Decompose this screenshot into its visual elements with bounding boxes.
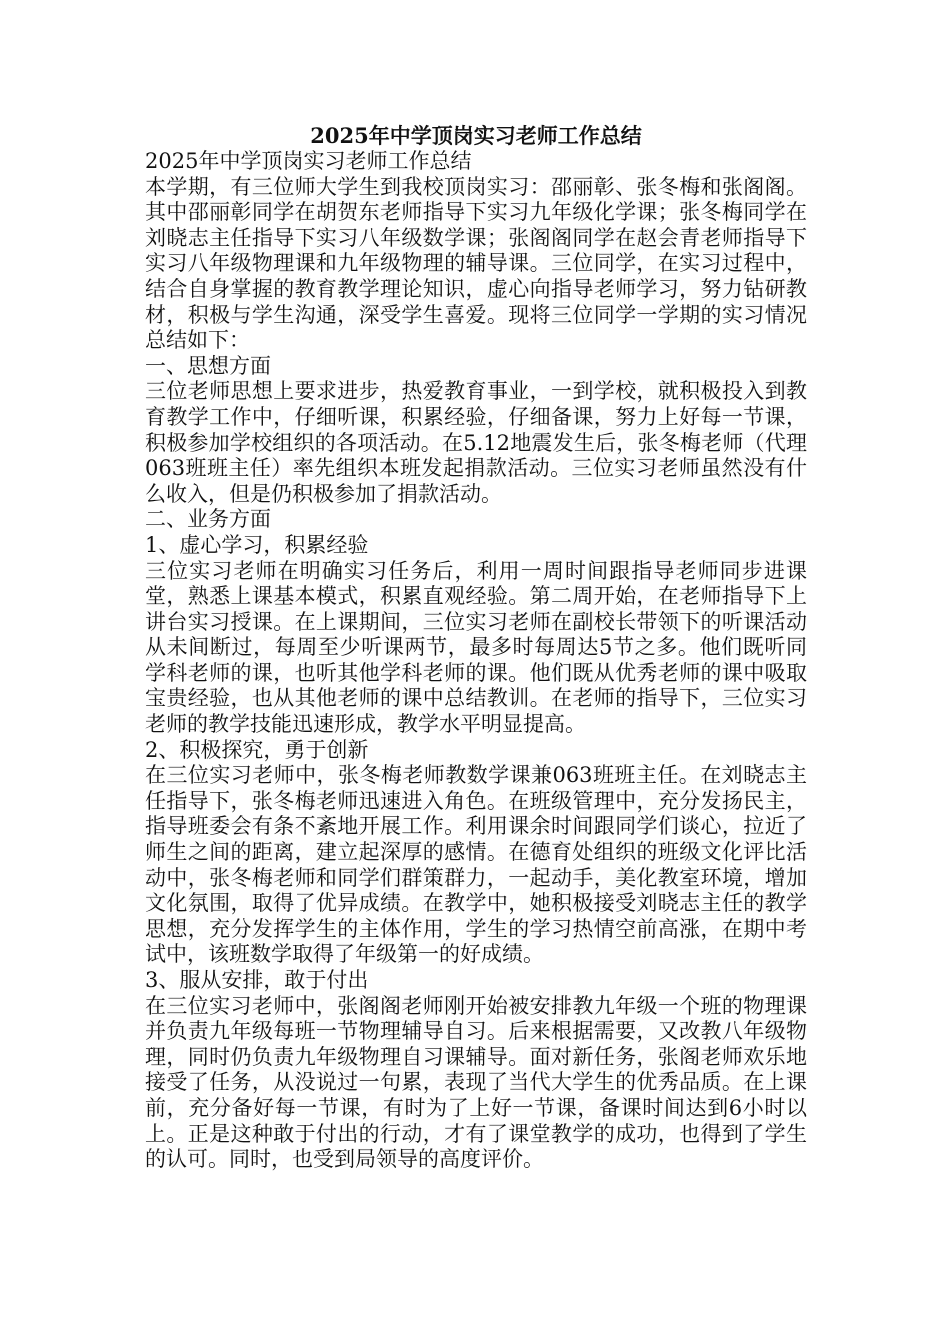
document-subtitle: 2025年中学顶岗实习老师工作总结 (145, 149, 472, 173)
paragraph-intro: 本学期，有三位师大学生到我校顶岗实习：邵丽彰、张冬梅和张阁阁。其中邵丽彰同学在胡贺东老师指导下实习九年级化学课；张冬梅同学在刘晓志主任指导下实习八年级数学课；张阁阁同学在赵会青老师指导下实习八年级物理课和九年级物理的辅导课。三位同学，在实习过程中，结合自身掌握的教育教学理论知识，虚心向指导老师学习，努力钻研教材，积极与学生沟通，深受学生喜爱。现将三位同学一学期的实习情况总结如下： (145, 174, 807, 353)
subsection-heading-1: 1、虚心学习，积累经验 (145, 532, 369, 557)
paragraph-subsection-2: 在三位实习老师中，张冬梅老师教数学课兼063班班主任。在刘晓志主任指导下，张冬梅老师迅速进入角色。在班级管理中，充分发扬民主，指导班委会有条不紊地开展工作。利用课余时间跟同学们谈心，拉近了师生之间的距离，建立起深厚的感情。在德育处组织的班级文化评比活动中，张冬梅老师和同学们群策群力，一起动手，美化教室环境，增加文化氛围，取得了优异成绩。在教学中，她积极接受刘晓志主任的教学思想，充分发挥学生的主体作用，学生的学习热情空前高涨，在期中考试中，该班数学取得了年级第一的好成绩。 (145, 763, 807, 967)
section-heading-business: 二、业务方面 (145, 507, 271, 532)
paragraph-subsection-1: 三位实习老师在明确实习任务后，利用一周时间跟指导老师同步进课堂，熟悉上课基本模式，积累直观经验。第二周开始，在老师指导下上讲台实习授课。在上课期间，三位实习老师在副校长带领下的听课活动从未间断过，每周至少听课两节，最多时每周达5节之多。他们既听同学科老师的课，也听其他学科老师的课。他们既从优秀老师的课中吸取宝贵经验，也从其他老师的课中总结教训。在老师的指导下，三位实习老师的教学技能迅速形成，教学水平明显提高。 (145, 558, 807, 737)
subsection-heading-2: 2、积极探究，勇于创新 (145, 737, 369, 762)
document-body (145, 122, 807, 1173)
section-heading-thought: 一、思想方面 (145, 353, 271, 378)
subsection-heading-3: 3、服从安排，敢于付出 (145, 968, 369, 992)
paragraph-subsection-3: 在三位实习老师中，张阁阁老师刚开始被安排教九年级一个班的物理课并负责九年级每班一节物理辅导自习。后来根据需要，又改教八年级物理，同时仍负责九年级物理自习课辅导。面对新任务，张阁老师欢乐地接受了任务，从没说过一句累，表现了当代大学生的优秀品质。在上课前，充分备好每一节课，有时为了上好一节课，备课时间达到6小时以上。正是这种敢于付出的行动，才有了课堂教学的成功，也得到了学生的认可。同时，也受到局领导的高度评价。 (145, 993, 807, 1172)
paragraph-thought: 三位老师思想上要求进步，热爱教育事业，一到学校，就积极投入到教育教学工作中，仔细听课，积累经验，仔细备课，努力上好每一节课，积极参加学校组织的各项活动。在5.12地震发生后，张冬梅老师（代理063班班主任）率先组织本班发起捐款活动。三位实习老师虽然没有什么收入，但是仍积极参加了捐款活动。 (145, 379, 807, 506)
document-title: 2025年中学顶岗实习老师工作总结 (310, 123, 642, 148)
